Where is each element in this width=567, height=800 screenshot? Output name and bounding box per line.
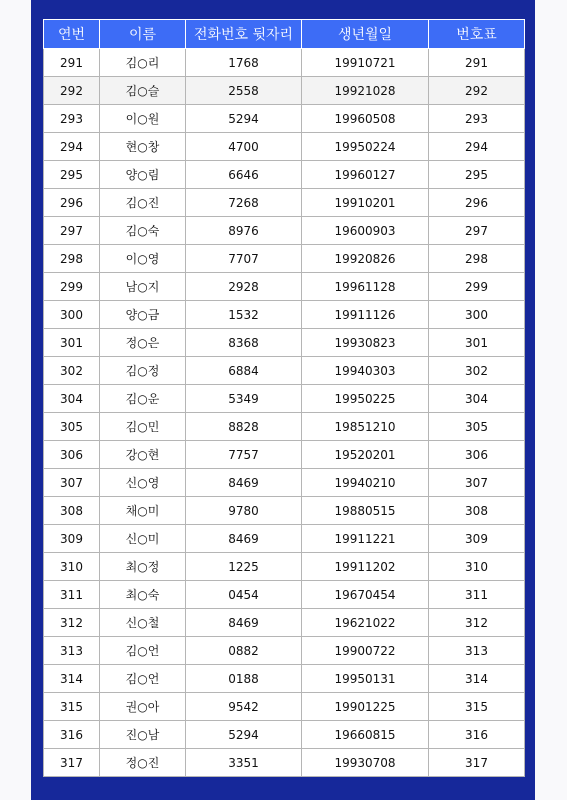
cell-phone-last-digits: 8469 xyxy=(186,525,302,553)
cell-ticket-number: 296 xyxy=(429,189,525,217)
cell-phone-last-digits: 1768 xyxy=(186,49,302,77)
table-row xyxy=(44,665,525,693)
cell-birthdate: 19920826 xyxy=(302,245,429,273)
cell-name: 양○금 xyxy=(100,301,186,329)
table-row xyxy=(44,469,525,497)
table-row xyxy=(44,609,525,637)
table-row xyxy=(44,133,525,161)
cell-name: 김○슬 xyxy=(100,77,186,105)
cell-phone-last-digits: 7757 xyxy=(186,441,302,469)
cell-seq: 308 xyxy=(44,497,100,525)
cell-name: 채○미 xyxy=(100,497,186,525)
col-header-seq: 연번 xyxy=(44,20,100,49)
cell-birthdate: 19950224 xyxy=(302,133,429,161)
cell-name: 신○철 xyxy=(100,609,186,637)
cell-ticket-number: 298 xyxy=(429,245,525,273)
cell-name: 최○정 xyxy=(100,553,186,581)
cell-ticket-number: 306 xyxy=(429,441,525,469)
cell-ticket-number: 316 xyxy=(429,721,525,749)
cell-ticket-number: 297 xyxy=(429,217,525,245)
cell-birthdate: 19950225 xyxy=(302,385,429,413)
cell-ticket-number: 305 xyxy=(429,413,525,441)
cell-seq: 315 xyxy=(44,693,100,721)
cell-name: 김○민 xyxy=(100,413,186,441)
cell-birthdate: 19670454 xyxy=(302,581,429,609)
cell-phone-last-digits: 5294 xyxy=(186,721,302,749)
table-row xyxy=(44,749,525,777)
cell-name: 양○림 xyxy=(100,161,186,189)
cell-birthdate: 19911221 xyxy=(302,525,429,553)
cell-ticket-number: 309 xyxy=(429,525,525,553)
cell-ticket-number: 313 xyxy=(429,637,525,665)
cell-seq: 312 xyxy=(44,609,100,637)
cell-seq: 300 xyxy=(44,301,100,329)
cell-phone-last-digits: 7707 xyxy=(186,245,302,273)
cell-seq: 309 xyxy=(44,525,100,553)
cell-seq: 316 xyxy=(44,721,100,749)
table-row xyxy=(44,245,525,273)
cell-name: 이○원 xyxy=(100,105,186,133)
cell-seq: 294 xyxy=(44,133,100,161)
cell-phone-last-digits: 8368 xyxy=(186,329,302,357)
cell-birthdate: 19600903 xyxy=(302,217,429,245)
roster-table xyxy=(43,19,525,777)
cell-phone-last-digits: 0882 xyxy=(186,637,302,665)
cell-ticket-number: 293 xyxy=(429,105,525,133)
header-row xyxy=(44,20,525,49)
cell-birthdate: 19621022 xyxy=(302,609,429,637)
cell-seq: 292 xyxy=(44,77,100,105)
cell-birthdate: 19950131 xyxy=(302,665,429,693)
cell-name: 김○숙 xyxy=(100,217,186,245)
col-header-name: 이름 xyxy=(100,20,186,49)
table-row xyxy=(44,721,525,749)
cell-ticket-number: 299 xyxy=(429,273,525,301)
cell-phone-last-digits: 0188 xyxy=(186,665,302,693)
cell-name: 김○운 xyxy=(100,385,186,413)
table-row xyxy=(44,693,525,721)
table-row xyxy=(44,413,525,441)
cell-name: 최○숙 xyxy=(100,581,186,609)
cell-birthdate: 19910201 xyxy=(302,189,429,217)
cell-seq: 297 xyxy=(44,217,100,245)
cell-ticket-number: 294 xyxy=(429,133,525,161)
cell-birthdate: 19911126 xyxy=(302,301,429,329)
cell-phone-last-digits: 7268 xyxy=(186,189,302,217)
cell-birthdate: 19940303 xyxy=(302,357,429,385)
cell-phone-last-digits: 8469 xyxy=(186,469,302,497)
cell-ticket-number: 295 xyxy=(429,161,525,189)
cell-name: 김○언 xyxy=(100,637,186,665)
cell-name: 김○리 xyxy=(100,49,186,77)
table-row xyxy=(44,329,525,357)
cell-name: 정○은 xyxy=(100,329,186,357)
cell-ticket-number: 311 xyxy=(429,581,525,609)
cell-phone-last-digits: 9780 xyxy=(186,497,302,525)
cell-seq: 307 xyxy=(44,469,100,497)
table-row xyxy=(44,441,525,469)
table-row xyxy=(44,385,525,413)
table-row xyxy=(44,273,525,301)
table-row xyxy=(44,49,525,77)
cell-seq: 310 xyxy=(44,553,100,581)
cell-seq: 305 xyxy=(44,413,100,441)
cell-seq: 306 xyxy=(44,441,100,469)
cell-phone-last-digits: 5349 xyxy=(186,385,302,413)
table-row xyxy=(44,497,525,525)
cell-phone-last-digits: 0454 xyxy=(186,581,302,609)
cell-ticket-number: 308 xyxy=(429,497,525,525)
cell-name: 김○진 xyxy=(100,189,186,217)
cell-name: 김○언 xyxy=(100,665,186,693)
cell-birthdate: 19940210 xyxy=(302,469,429,497)
cell-phone-last-digits: 2928 xyxy=(186,273,302,301)
table-row xyxy=(44,217,525,245)
cell-phone-last-digits: 6884 xyxy=(186,357,302,385)
cell-birthdate: 19960127 xyxy=(302,161,429,189)
table-row xyxy=(44,357,525,385)
table-row xyxy=(44,553,525,581)
cell-phone-last-digits: 6646 xyxy=(186,161,302,189)
cell-seq: 317 xyxy=(44,749,100,777)
cell-birthdate: 19520201 xyxy=(302,441,429,469)
cell-seq: 298 xyxy=(44,245,100,273)
cell-ticket-number: 300 xyxy=(429,301,525,329)
cell-birthdate: 19900722 xyxy=(302,637,429,665)
cell-ticket-number: 292 xyxy=(429,77,525,105)
cell-ticket-number: 291 xyxy=(429,49,525,77)
cell-seq: 313 xyxy=(44,637,100,665)
cell-ticket-number: 307 xyxy=(429,469,525,497)
cell-name: 김○정 xyxy=(100,357,186,385)
cell-birthdate: 19910721 xyxy=(302,49,429,77)
cell-name: 강○현 xyxy=(100,441,186,469)
cell-phone-last-digits: 4700 xyxy=(186,133,302,161)
table-row xyxy=(44,637,525,665)
cell-birthdate: 19930708 xyxy=(302,749,429,777)
table-row xyxy=(44,301,525,329)
cell-birthdate: 19921028 xyxy=(302,77,429,105)
cell-birthdate: 19961128 xyxy=(302,273,429,301)
cell-seq: 291 xyxy=(44,49,100,77)
cell-birthdate: 19660815 xyxy=(302,721,429,749)
cell-ticket-number: 317 xyxy=(429,749,525,777)
col-header-ticket-number: 번호표 xyxy=(429,20,525,49)
cell-ticket-number: 315 xyxy=(429,693,525,721)
cell-name: 남○지 xyxy=(100,273,186,301)
cell-birthdate: 19930823 xyxy=(302,329,429,357)
col-header-birthdate: 생년월일 xyxy=(302,20,429,49)
cell-seq: 299 xyxy=(44,273,100,301)
cell-phone-last-digits: 3351 xyxy=(186,749,302,777)
cell-birthdate: 19960508 xyxy=(302,105,429,133)
cell-ticket-number: 314 xyxy=(429,665,525,693)
cell-seq: 295 xyxy=(44,161,100,189)
cell-seq: 301 xyxy=(44,329,100,357)
table-row xyxy=(44,105,525,133)
cell-birthdate: 19851210 xyxy=(302,413,429,441)
cell-birthdate: 19901225 xyxy=(302,693,429,721)
cell-seq: 304 xyxy=(44,385,100,413)
cell-seq: 296 xyxy=(44,189,100,217)
cell-phone-last-digits: 1532 xyxy=(186,301,302,329)
cell-ticket-number: 312 xyxy=(429,609,525,637)
cell-ticket-number: 302 xyxy=(429,357,525,385)
cell-phone-last-digits: 5294 xyxy=(186,105,302,133)
cell-phone-last-digits: 8469 xyxy=(186,609,302,637)
cell-seq: 314 xyxy=(44,665,100,693)
cell-ticket-number: 304 xyxy=(429,385,525,413)
col-header-phone-last-digits: 전화번호 뒷자리 xyxy=(186,20,302,49)
table-row xyxy=(44,189,525,217)
cell-phone-last-digits: 1225 xyxy=(186,553,302,581)
cell-name: 권○아 xyxy=(100,693,186,721)
cell-name: 이○영 xyxy=(100,245,186,273)
cell-ticket-number: 310 xyxy=(429,553,525,581)
cell-ticket-number: 301 xyxy=(429,329,525,357)
cell-name: 신○미 xyxy=(100,525,186,553)
cell-name: 진○남 xyxy=(100,721,186,749)
table-row xyxy=(44,525,525,553)
table-body xyxy=(44,49,525,777)
table-row xyxy=(44,161,525,189)
table-row xyxy=(44,581,525,609)
table-row xyxy=(44,77,525,105)
cell-seq: 302 xyxy=(44,357,100,385)
cell-phone-last-digits: 8828 xyxy=(186,413,302,441)
cell-phone-last-digits: 8976 xyxy=(186,217,302,245)
cell-phone-last-digits: 2558 xyxy=(186,77,302,105)
cell-birthdate: 19880515 xyxy=(302,497,429,525)
cell-seq: 311 xyxy=(44,581,100,609)
cell-seq: 293 xyxy=(44,105,100,133)
cell-name: 정○진 xyxy=(100,749,186,777)
cell-birthdate: 19911202 xyxy=(302,553,429,581)
cell-name: 현○창 xyxy=(100,133,186,161)
cell-phone-last-digits: 9542 xyxy=(186,693,302,721)
cell-name: 신○영 xyxy=(100,469,186,497)
